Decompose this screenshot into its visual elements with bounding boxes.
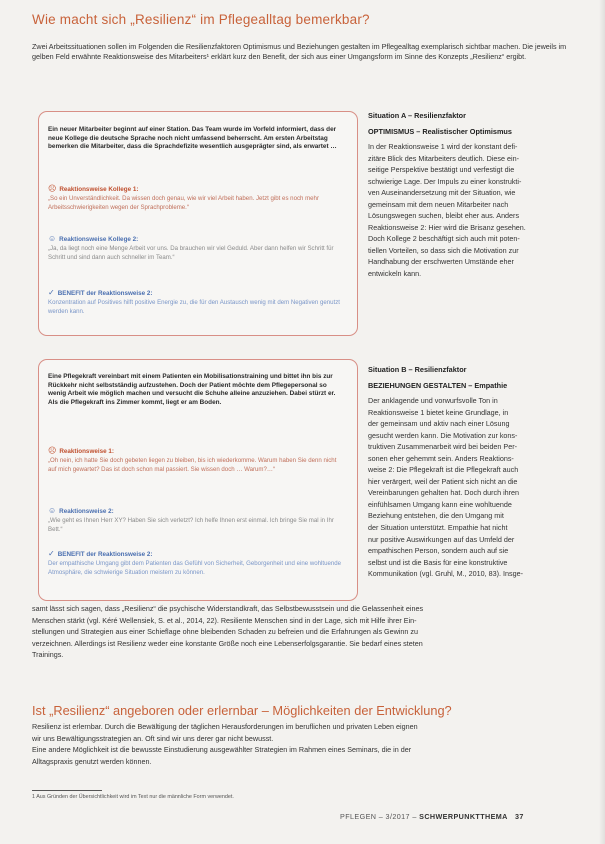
section-2-paragraph bbox=[32, 721, 577, 767]
analysis-line: der gemeinsam und aktiv nach einer Lösung bbox=[368, 419, 510, 429]
thumbs-up-icon: ✓ bbox=[48, 549, 55, 558]
analysis-line: Doch Kollege 2 beschäftigt sich auch mit poten- bbox=[368, 234, 520, 244]
continuation-paragraph bbox=[32, 603, 577, 661]
analysis-line: In der Reaktionsweise 1 wird der konstant defi- bbox=[368, 142, 518, 151]
analysis-line: einfühlsamen Umgang kann eine wohltuende bbox=[368, 499, 512, 509]
analysis-line: Vereinbarungen gehalten hat. Doch durch ihren bbox=[368, 488, 520, 498]
page-edge-shadow bbox=[599, 0, 605, 844]
benefit-title: ✓ BENEFIT der Reaktionsweise 2: bbox=[48, 288, 153, 297]
body-line: Menschen stärkt (vgl. Kéré Wellensiek, S. et al., 2014, 22). Resiliente Menschen sind in der Lage, sich mit Hilfe ihrer Ein- bbox=[32, 615, 417, 625]
body-line: Alltagspraxis genutzt werden können. bbox=[32, 756, 152, 766]
reaction-b2-text: „Wie geht es Ihnen Herr XY? Haben Sie sich verletzt? Ich helfe Ihnen erst einmal. Ich bringe Sie mal in Ihr Bett.“ bbox=[48, 517, 334, 533]
analysis-line: gesucht werden kann. Die Motivation zur kons- bbox=[368, 430, 518, 440]
analysis-line: truktiven Zusammenarbeit wird bei beiden Per- bbox=[368, 442, 518, 452]
body-line: Trainings. bbox=[32, 650, 64, 660]
body-line: samt lässt sich sagen, dass „Resilienz“ die psychische Widerstandkraft, das Selbstbewusstsein und die Gelassenheit eines bbox=[32, 604, 424, 613]
page-footer bbox=[340, 812, 524, 821]
benefit-text: Konzentration auf Positives hilft positive Energie zu, die für den Austausch wenig mit dem Negativen genutzt werden kann. bbox=[48, 299, 340, 315]
analysis-line: weise 2: Die Pflegekraft ist die Pflegekraft auch bbox=[368, 465, 519, 475]
body-line: stellungen und Strategien aus einer Schieflage ohne bleibenden Schaden zu befreien und die Erfahrungen als Gewinn zu bbox=[32, 627, 419, 637]
thumbs-up-icon: ✓ bbox=[48, 288, 55, 297]
body-line: wir uns Bewältigungsstrategien an. Oft sind wir uns derer gar nicht bewusst. bbox=[32, 733, 274, 743]
reaction-2-text: „Ja, da liegt noch eine Menge Arbeit vor uns. Da brauchen wir viel Geduld. Aber dann helfen wir Schritt für Schritt und sind dann auch schneller im Team.“ bbox=[48, 245, 334, 261]
analysis-line: schwierige Lage. Der Impuls zu einer konstrukti- bbox=[368, 176, 522, 186]
reaction-1-title: ☹ Reaktionsweise Kollege 1: bbox=[48, 184, 139, 193]
situation-b-text: Eine Pflegekraft vereinbart mit einem Patienten ein Mobilisationstraining und bittet ihn bis zur Rückkehr nicht selbstständig aufzustehen. Doch der Patient möchte dem Pflegepersonal so wenig Arbeit wie möglich machen und versucht die Schuhe alleine anzuziehen. Dabei stürzt er. Als die Pflegekraft ins Zimmer kommt, liegt er am Boden. bbox=[48, 373, 336, 406]
benefit-b-text: Der empathische Umgang gibt dem Patienten das Gefühl von Sicherheit, Geborgenheit und eine wohltuende Atmosphäre, die schwierige Situation meistern zu können. bbox=[48, 560, 342, 576]
section-heading-2: Ist „Resilienz“ angeboren oder erlernbar – Möglichkeiten der Entwicklung? bbox=[32, 703, 452, 718]
analysis-line: selbst und ist die Basis für eine konstruktive bbox=[368, 557, 508, 567]
analysis-line: entwickeln kann. bbox=[368, 269, 422, 279]
analysis-line: Handhabung der erschwerten Umstände eher bbox=[368, 257, 514, 267]
reaction-1-text: „So ein Unverständlichkeit. Da wissen doch genau, wie wir viel Arbeit haben. Jetzt gibt es noch mehr Arbeitsschwierigkeiten wegen der Sprachprobleme.“ bbox=[48, 195, 319, 211]
reaction-b1-title: ☹ Reaktionsweise 1: bbox=[48, 446, 114, 455]
situation-a-analysis bbox=[368, 141, 568, 280]
analysis-line: sonen eher gehemmt sein. Anders Reaktions- bbox=[368, 453, 514, 463]
body-line: verzeichnen. Allerdings ist Resilienz weder eine konstante Größe noch eine Lebenserfolgsgarantie. Sie bedarf eines steten bbox=[32, 638, 423, 648]
footer-section: SCHWERPUNKTTHEMA bbox=[419, 812, 508, 821]
analysis-line: nur positive Auswirkungen auf das Umfeld der bbox=[368, 534, 515, 544]
analysis-line: der Situation unterstützt. Empathie hat nicht bbox=[368, 523, 508, 533]
situation-a-subheading: OPTIMISMUS – Realistischer Optimismus bbox=[368, 127, 512, 136]
analysis-line: gemeinsam mit dem neuen Mitarbeiter nach bbox=[368, 199, 509, 209]
reaction-2-title: ☺ Reaktionsweise Kollege 2: bbox=[48, 234, 139, 243]
page-number: 37 bbox=[514, 812, 524, 821]
reaction-b2-title: ☺ Reaktionsweise 2: bbox=[48, 506, 114, 515]
situation-b-subheading: BEZIEHUNGEN GESTALTEN – Empathie bbox=[368, 381, 508, 390]
analysis-line: Beziehung entstehen, die den Umgang mit bbox=[368, 511, 504, 521]
analysis-line: hier verärgert, weil der Patient sich nicht an die bbox=[368, 476, 518, 486]
neutral-face-icon: ☺ bbox=[48, 234, 57, 243]
analysis-line: empathischen Person, sondern auch auf sie bbox=[368, 546, 509, 556]
situation-a-text: Ein neuer Mitarbeiter beginnt auf einer Station. Das Team wurde im Vorfeld informiert, dass der neue Kollege die deutsche Sprache noch nicht umfassend beherrscht. Am ersten Arbeitstag bemerken die Mitarbeiter, dass die Sprachdefizite wesentlich ausgeprägter sind, als erwartet … bbox=[48, 126, 337, 151]
page-heading: Wie macht sich „Resilienz“ im Pflegealltag bemerkbar? bbox=[32, 12, 370, 27]
intro-paragraph: Zwei Arbeitssituationen sollen im Folgenden die Resilienzfaktoren Optimismus und Beziehungen gestalten im Pflegealltag exemplarisch sichtbar machen. Die jeweils im gelben Feld erwähnte Reaktionsweise des Mitarbeiters¹ erklärt kurz den Benefit, der sich aus einer Umgangsform im Sinne des Konzepts „Resilienz“ ergibt. bbox=[32, 42, 567, 62]
body-line: Resilienz ist erlernbar. Durch die Bewältigung der täglichen Herausforderungen im beruflichen und privaten Leben eignen bbox=[32, 722, 418, 731]
analysis-line: zitäre Blick des Mitarbeiters deutlich. Diese ein- bbox=[368, 153, 519, 163]
reaction-b1-text: „Oh nein, ich hatte Sie doch gebeten liegen zu bleiben, bis ich wiederkomme. Warum haben Sie denn nicht auf mich gewartet? Das ist doch schon mal passiert. Sie wissen doch … Warum?…“ bbox=[48, 457, 337, 473]
analysis-line: seitige Perspektive bestätigt und verfestigt die bbox=[368, 165, 515, 175]
analysis-line: Lösungswegen suchen, bleibt eher aus. Anders bbox=[368, 211, 520, 221]
footnote: 1 Aus Gründen der Übersichtlichkeit wird im Text nur die männliche Form verwendet. bbox=[32, 794, 234, 800]
benefit-b-title: ✓ BENEFIT der Reaktionsweise 2: bbox=[48, 549, 153, 558]
situation-b-heading: Situation B – Resilienzfaktor bbox=[368, 365, 467, 374]
analysis-line: tiellen Vorteilen, so dass sich die Motivation zur bbox=[368, 245, 519, 255]
footnote-divider bbox=[32, 790, 102, 791]
analysis-line: Kommunikation (vgl. Gruhl, M., 2010, 83). Insge- bbox=[368, 569, 523, 579]
analysis-line: Der anklagende und vorwurfsvolle Ton in bbox=[368, 396, 498, 405]
sad-face-icon: ☹ bbox=[48, 184, 57, 193]
analysis-line: ven Auseinandersetzung mit der Situation, wie bbox=[368, 188, 516, 198]
body-line: Eine andere Möglichkeit ist die bewusste Einstudierung ausgewählter Strategien im Rahmen eines Seminars, die in der bbox=[32, 745, 412, 755]
neutral-face-icon: ☺ bbox=[48, 506, 57, 515]
analysis-line: Reaktionsweise 1 bietet keine Grundlage, in bbox=[368, 407, 509, 417]
analysis-line: Reaktionsweise 2: Hier wird die Brisanz gesehen. bbox=[368, 222, 526, 232]
situation-a-heading: Situation A – Resilienzfaktor bbox=[368, 111, 466, 120]
sad-face-icon: ☹ bbox=[48, 446, 57, 455]
footer-journal: PFLEGEN – 3/2017 – bbox=[340, 812, 420, 821]
situation-b-analysis bbox=[368, 395, 568, 580]
